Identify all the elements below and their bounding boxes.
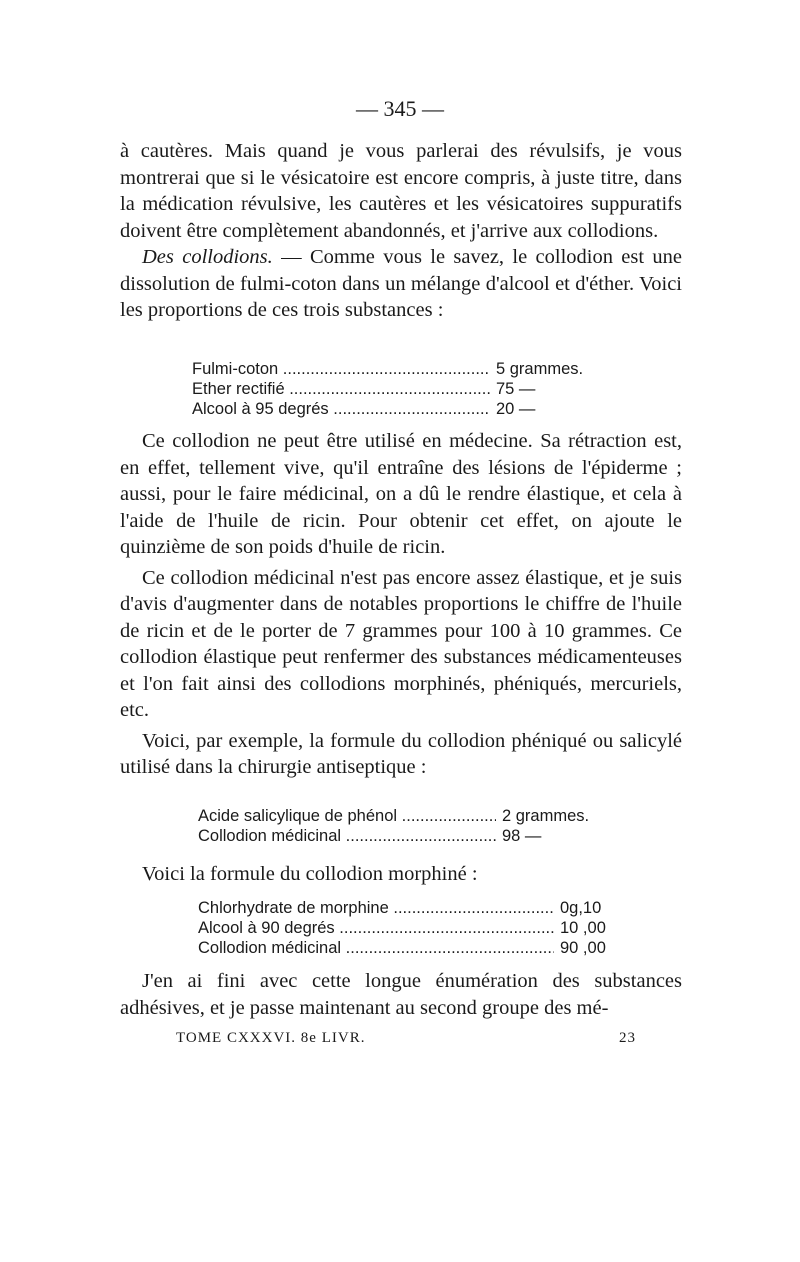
recipe-row — [198, 898, 606, 918]
page-number: — 345 — — [356, 96, 444, 121]
volume-signature: TOME CXXXVI. 8e LIVR. — [176, 1030, 366, 1046]
ingredient-name: Fulmi-coton ..... — [192, 359, 490, 379]
ingredient-amount: 0g,10 — [560, 899, 602, 917]
page-footer — [176, 1030, 636, 1047]
paragraph-1: à cautères. Mais quand je vous parlerai des révulsifs, je vous montrerai que si le vésicatoire est encore compris, à juste titre, dans la médication révulsive, les cautères et les vésicatoires suppuratifs doivent être complètement abandonnés, et j'arrive aux collodions. — [120, 140, 682, 242]
ingredient-amount: 98 — — [502, 827, 542, 845]
ingredient-name: Collodion médicinal ..... — [198, 938, 554, 958]
sheet-signature: 23 — [619, 1030, 636, 1046]
recipe-row — [198, 938, 606, 958]
paragraph-6: Voici la formule du collodion morphiné : — [142, 863, 478, 885]
text-block-4 — [120, 968, 682, 1021]
paragraph-2-text: — Comme vous le savez, le collodion est une dissolution de fulmi-coton dans un mélange d'alcool et d'éther. Voici les proportions de ces trois substances : — [120, 246, 683, 321]
ingredient-name: Ether rectifié ..... — [192, 379, 490, 399]
recipe-collodion — [192, 359, 583, 419]
paragraph-7: J'en ai fini avec cette longue énumération des substances adhésives, et je passe maintenant au second groupe des mé- — [120, 970, 682, 1019]
text-block-2 — [120, 428, 682, 781]
recipe-row — [198, 806, 589, 826]
ingredient-name: Collodion médicinal ..... — [198, 826, 496, 846]
ingredient-amount: 2 grammes. — [502, 807, 590, 825]
recipe-row — [192, 359, 583, 379]
recipe-row — [198, 826, 589, 846]
ingredient-amount: 90 ,00 — [560, 939, 606, 957]
ingredient-name: Acide salicylique de phénol ..... — [198, 806, 496, 826]
recipe-phenique — [198, 806, 589, 846]
recipe-row — [192, 399, 583, 419]
recipe-morphine — [198, 898, 606, 958]
text-block-1 — [120, 138, 682, 324]
ingredient-name: Alcool à 95 degrés ..... — [192, 399, 490, 419]
paragraph-2 — [120, 244, 682, 324]
text-block-3 — [120, 861, 682, 888]
ingredient-amount: 75 — — [496, 380, 536, 398]
paragraph-5: Voici, par exemple, la formule du collodion phéniqué ou salicylé utilisé dans la chirurgie antiseptique : — [120, 729, 682, 778]
ingredient-amount: 5 grammes. — [496, 360, 584, 378]
ingredient-amount: 20 — — [496, 400, 536, 418]
ingredient-amount: 10 ,00 — [560, 919, 606, 937]
ingredient-name: Chlorhydrate de morphine ..... — [198, 898, 554, 918]
paragraph-3: Ce collodion ne peut être utilisé en médecine. Sa rétraction est, en effet, tellement vive, qu'il entraîne des lésions de l'épiderme ; aussi, pour le faire médicinal, on a dû le rendre élastique, et cela à l'aide de l'huile de ricin. Pour obtenir cet effet, on ajoute le quinzième de son poids d'huile de ricin. — [120, 430, 682, 558]
paragraph-4: Ce collodion médicinal n'est pas encore assez élastique, et je suis d'avis d'augmenter dans de notables proportions le chiffre de l'huile de ricin et de le porter de 7 grammes pour 100 à 10 grammes. Ce collodion élastique peut renfermer des substances médicamenteuses et l'on fait ainsi des collodions morphinés, phéniqués, mercuriels, etc. — [120, 566, 682, 721]
recipe-row — [198, 918, 606, 938]
ingredient-name: Alcool à 90 degrés ..... — [198, 918, 554, 938]
section-heading: Des collodions. — [142, 246, 273, 268]
recipe-row — [192, 379, 583, 399]
